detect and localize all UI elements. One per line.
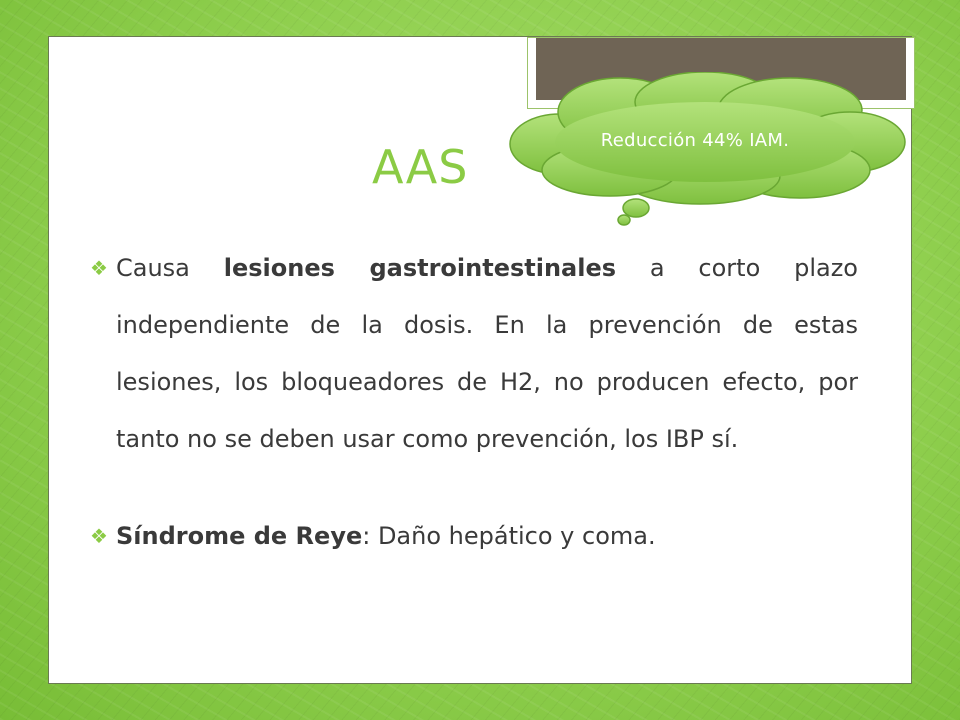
bullet-item: [90, 240, 858, 468]
hollow-diamond-bullet-icon: ❖: [90, 256, 108, 280]
hollow-diamond-bullet-icon: ❖: [90, 524, 108, 548]
bullet-text: a corto plazo independiente de la dosis. En la prevención de estas lesiones, los bloqueadores de H2, no producen efecto, por tanto no se deben usar como prevención, los IBP sí.: [116, 254, 858, 453]
bullet-text: : Daño hepático y coma.: [362, 522, 656, 550]
bullet-bold-text: Síndrome de Reye: [116, 522, 363, 550]
callout-text: Reducción 44% IAM.: [600, 130, 790, 151]
slide-title: AAS: [372, 140, 469, 194]
bullet-list: [90, 240, 858, 556]
bullet-text: Causa: [116, 254, 224, 282]
bullet-bold-text: lesiones gastrointestinales: [223, 254, 617, 282]
bullet-item: [90, 516, 858, 556]
cloud-shape-icon: [500, 72, 920, 232]
thought-cloud-callout: [500, 72, 920, 232]
